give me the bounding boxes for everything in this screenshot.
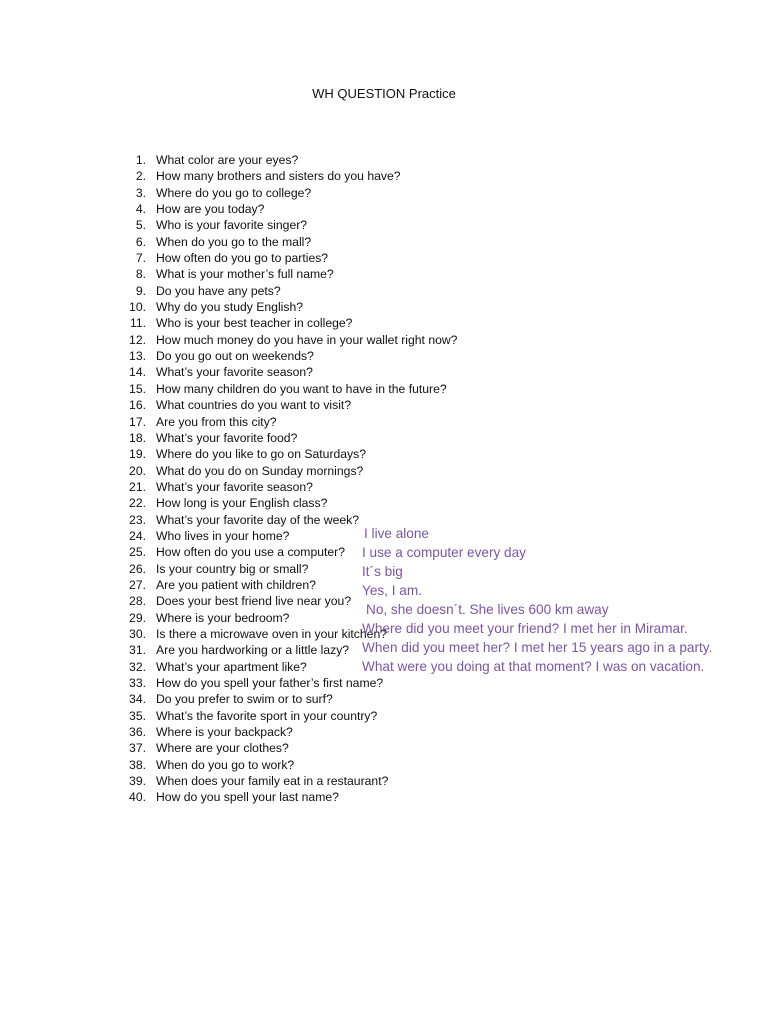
question-number: 38. — [129, 757, 146, 772]
question-item — [112, 430, 457, 446]
question-item — [112, 185, 457, 201]
question-item — [112, 250, 457, 266]
answer-text: I live alone — [364, 526, 429, 541]
question-item — [112, 691, 457, 707]
question-item — [112, 348, 457, 364]
question-item — [112, 266, 457, 282]
question-item — [112, 381, 457, 397]
question-text: How are you today? — [156, 202, 265, 217]
question-text: Does your best friend live near you? — [156, 594, 352, 609]
question-number: 6. — [135, 234, 146, 249]
question-number: 11. — [129, 316, 146, 331]
question-text: Where do you like to go on Saturdays? — [156, 447, 367, 462]
question-item — [112, 789, 457, 805]
question-number: 25. — [129, 545, 146, 560]
question-number: 5. — [135, 218, 146, 233]
question-list — [112, 152, 457, 806]
question-item — [112, 446, 457, 462]
question-text: What’s your apartment like? — [156, 659, 307, 674]
question-item — [112, 708, 457, 724]
question-text: Who is your best teacher in college? — [156, 316, 353, 331]
question-number: 23. — [129, 512, 146, 527]
question-number: 19. — [129, 447, 146, 462]
question-number: 15. — [129, 381, 146, 396]
answer-text: I use a computer every day — [362, 545, 526, 560]
question-text: Are you patient with children? — [156, 577, 316, 592]
question-number: 35. — [129, 708, 146, 723]
question-number: 9. — [135, 283, 146, 298]
question-text: Where is your bedroom? — [156, 610, 290, 625]
question-number: 21. — [129, 479, 146, 494]
question-text: What’s your favorite day of the week? — [156, 512, 360, 527]
question-item — [112, 757, 457, 773]
question-item — [112, 315, 457, 331]
question-text: What’s your favorite season? — [156, 365, 313, 380]
question-item — [112, 479, 457, 495]
question-number: 18. — [129, 430, 146, 445]
question-text: Do you go out on weekends? — [156, 349, 314, 364]
question-number: 27. — [129, 577, 146, 592]
question-number: 26. — [129, 561, 146, 576]
question-text: Do you prefer to swim or to surf? — [156, 692, 333, 707]
question-text: How much money do you have in your wallet right now? — [156, 332, 458, 347]
question-item — [112, 495, 457, 511]
question-text: How often do you go to parties? — [156, 251, 329, 266]
question-text: What is your mother’s full name? — [156, 267, 334, 282]
question-number: 22. — [129, 496, 146, 511]
question-text: What’s your favorite season? — [156, 479, 313, 494]
answer-text: No, she doesn´t. She lives 600 km away — [366, 602, 609, 617]
question-item — [112, 332, 457, 348]
answer-text: Where did you meet your friend? I met her in Miramar. — [362, 621, 688, 636]
question-number: 32. — [129, 659, 146, 674]
question-text: Are you hardworking or a little lazy? — [156, 643, 350, 658]
question-text: Where are your clothes? — [156, 741, 289, 756]
question-text: How do you spell your father’s first name? — [156, 676, 384, 690]
question-text: How long is your English class? — [156, 496, 328, 511]
question-item — [112, 201, 457, 217]
answer-text: When did you meet her? I met her 15 years ago in a party. — [362, 640, 713, 655]
question-item — [112, 463, 457, 479]
question-item — [112, 364, 457, 380]
question-number: 12. — [129, 332, 146, 347]
question-item — [112, 152, 457, 168]
answer-text: What were you doing at that moment? I was on vacation. — [362, 659, 705, 674]
question-item — [112, 724, 457, 740]
question-item — [112, 561, 457, 577]
question-text: What countries do you want to visit? — [156, 398, 352, 413]
question-number: 1. — [135, 153, 146, 167]
question-number: 30. — [129, 626, 146, 641]
question-text: Are you from this city? — [156, 414, 277, 429]
answer-text: Yes, I am. — [362, 583, 422, 598]
question-item — [112, 283, 457, 299]
question-text: What’s the favorite sport in your country? — [156, 708, 378, 723]
question-item — [112, 217, 457, 233]
question-number: 28. — [129, 594, 146, 609]
question-text: What’s your favorite food? — [156, 430, 298, 445]
question-text: How many children do you want to have in the future? — [156, 381, 447, 396]
page-title: WH QUESTION Practice — [312, 86, 456, 101]
question-number: 20. — [129, 463, 146, 478]
question-number: 34. — [129, 692, 146, 707]
question-number: 4. — [135, 202, 146, 217]
question-item — [112, 168, 457, 184]
question-number: 3. — [135, 185, 146, 200]
question-text: When does your family eat in a restaurant? — [156, 774, 389, 789]
question-number: 7. — [135, 251, 146, 266]
question-number: 14. — [129, 365, 146, 380]
question-number: 39. — [129, 774, 146, 789]
answer-text: It´s big — [362, 564, 403, 579]
question-text: How often do you use a computer? — [156, 545, 346, 560]
question-text: Who lives in your home? — [156, 528, 290, 543]
question-number: 13. — [129, 349, 146, 364]
question-text: What do you do on Sunday mornings? — [156, 463, 364, 478]
question-item — [112, 397, 457, 413]
question-number: 8. — [135, 267, 146, 282]
question-number: 31. — [129, 643, 146, 658]
question-item — [112, 675, 457, 691]
question-item — [112, 299, 457, 315]
question-number: 16. — [129, 398, 146, 413]
question-text: When do you go to the mall? — [156, 234, 312, 249]
question-number: 17. — [129, 414, 146, 429]
question-text: How many brothers and sisters do you have? — [156, 169, 401, 184]
question-number: 24. — [129, 528, 146, 543]
question-text: Where do you go to college? — [156, 185, 312, 200]
question-text: When do you go to work? — [156, 757, 295, 772]
question-text: Who is your favorite singer? — [156, 218, 308, 233]
question-item — [112, 234, 457, 250]
question-text: How do you spell your last name? — [156, 790, 339, 805]
question-text: Do you have any pets? — [156, 283, 281, 298]
question-number: 40. — [129, 790, 146, 805]
question-number: 2. — [135, 169, 146, 184]
question-text: Is your country big or small? — [156, 561, 309, 576]
question-number: 10. — [129, 300, 146, 315]
question-item — [112, 414, 457, 430]
question-text: Is there a microwave oven in your kitchen? — [156, 626, 387, 641]
question-number: 36. — [129, 725, 146, 740]
question-item — [112, 740, 457, 756]
question-text: Where is your backpack? — [156, 725, 293, 740]
question-text: What color are your eyes? — [156, 153, 299, 167]
question-number: 29. — [129, 610, 146, 625]
question-number: 33. — [129, 676, 146, 690]
question-number: 37. — [129, 741, 146, 756]
question-text: Why do you study English? — [156, 300, 304, 315]
question-item — [112, 773, 457, 789]
